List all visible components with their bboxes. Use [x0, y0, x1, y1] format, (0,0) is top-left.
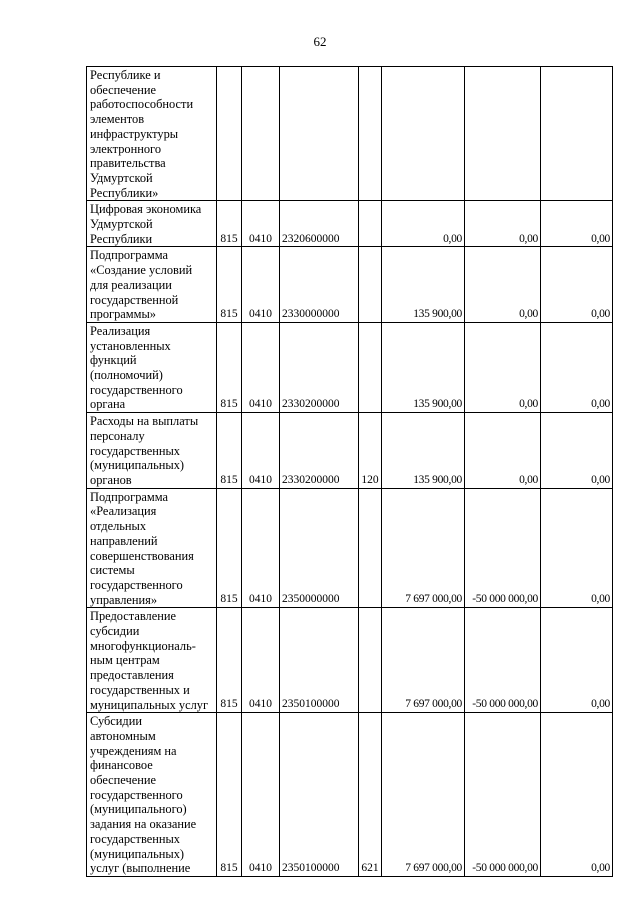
section-code-cell: 0410 — [242, 608, 280, 713]
budget-table — [86, 66, 613, 877]
grbs-code-cell: 815 — [217, 608, 242, 713]
amount-cell: 7 697 000,00 — [382, 488, 465, 608]
change-amount-cell: -50 000 000,00 — [465, 488, 541, 608]
table-row — [87, 201, 613, 247]
item-name-cell — [87, 201, 217, 247]
item-name-line: обеспечение — [90, 82, 156, 97]
item-name-line: системы — [90, 563, 135, 578]
expense-type-cell: 120 — [359, 413, 382, 489]
item-name-line: субсидии — [90, 624, 140, 639]
item-name-line: задания на оказание — [90, 817, 197, 832]
grbs-code-cell: 815 — [217, 201, 242, 247]
item-name-line: Цифровая экономика — [90, 202, 202, 217]
section-code-cell: 0410 — [242, 247, 280, 323]
item-name-cell — [87, 713, 217, 877]
item-name-line: установленных — [90, 338, 171, 353]
total-amount-cell: 0,00 — [541, 713, 613, 877]
amount-cell: 7 697 000,00 — [382, 608, 465, 713]
item-name-line: Подпрограмма — [90, 489, 168, 504]
expense-type-cell: 621 — [359, 713, 382, 877]
grbs-code-cell: 815 — [217, 413, 242, 489]
table-row — [87, 608, 613, 713]
section-code-cell: 0410 — [242, 322, 280, 412]
item-name-line: инфраструктуры — [90, 126, 179, 141]
section-code-cell: 0410 — [242, 713, 280, 877]
section-code-cell: 0410 — [242, 201, 280, 247]
target-article-cell: 2320600000 — [280, 201, 359, 247]
table-row — [87, 322, 613, 412]
change-amount-cell: 0,00 — [465, 201, 541, 247]
expense-type-cell — [359, 322, 382, 412]
item-name-cell — [87, 608, 217, 713]
item-name-line: Республики — [90, 231, 153, 246]
item-name-line: (муниципального) — [90, 802, 187, 817]
item-name-cell — [87, 413, 217, 489]
item-name-line: ным центрам — [90, 653, 160, 668]
table-row — [87, 67, 613, 201]
item-name-line: для реализации — [90, 277, 172, 292]
item-name-line: финансовое — [90, 758, 153, 773]
item-name-line: «Создание условий — [90, 263, 193, 278]
item-name-line: органа — [90, 397, 126, 412]
amount-cell: 135 900,00 — [382, 247, 465, 323]
expense-type-cell — [359, 247, 382, 323]
item-name-line: муниципальных услуг — [90, 697, 209, 712]
expense-type-cell — [359, 201, 382, 247]
item-name-line: автономным — [90, 728, 156, 743]
grbs-code-cell: 815 — [217, 488, 242, 608]
total-amount-cell: 0,00 — [541, 413, 613, 489]
item-name-line: правительства — [90, 156, 166, 171]
total-amount-cell: 0,00 — [541, 201, 613, 247]
change-amount-cell: 0,00 — [465, 413, 541, 489]
item-name-cell — [87, 488, 217, 608]
total-amount-cell: 0,00 — [541, 608, 613, 713]
item-name-line: Республике и — [90, 68, 161, 82]
grbs-code-cell: 815 — [217, 247, 242, 323]
target-article-cell: 2330200000 — [280, 322, 359, 412]
item-name-line: Удмуртской — [90, 170, 153, 185]
section-code-cell — [242, 67, 280, 201]
total-amount-cell: 0,00 — [541, 247, 613, 323]
amount-cell — [382, 67, 465, 201]
amount-cell: 135 900,00 — [382, 322, 465, 412]
grbs-code-cell: 815 — [217, 713, 242, 877]
item-name-line: государственного — [90, 382, 183, 397]
target-article-cell: 2330000000 — [280, 247, 359, 323]
grbs-code-cell: 815 — [217, 322, 242, 412]
item-name-line: отдельных — [90, 519, 147, 534]
amount-cell: 135 900,00 — [382, 413, 465, 489]
total-amount-cell: 0,00 — [541, 488, 613, 608]
expense-type-cell — [359, 608, 382, 713]
item-name-line: (муниципальных) — [90, 458, 185, 473]
item-name-line: электронного — [90, 141, 162, 156]
item-name-cell — [87, 247, 217, 323]
change-amount-cell: 0,00 — [465, 322, 541, 412]
item-name-line: государственных — [90, 443, 181, 458]
item-name-line: многофункциональ- — [90, 638, 196, 653]
change-amount-cell: -50 000 000,00 — [465, 608, 541, 713]
item-name-line: органов — [90, 472, 132, 487]
item-name-line: программы» — [90, 307, 157, 322]
target-article-cell: 2350100000 — [280, 713, 359, 877]
item-name-cell — [87, 322, 217, 412]
item-name-line: Удмуртской — [90, 217, 153, 232]
item-name-line: Предоставление — [90, 609, 176, 624]
table-row — [87, 488, 613, 608]
item-name-cell — [87, 67, 217, 201]
table-row — [87, 413, 613, 489]
change-amount-cell: -50 000 000,00 — [465, 713, 541, 877]
target-article-cell: 2330200000 — [280, 413, 359, 489]
item-name-line: государственной — [90, 292, 179, 307]
item-name-line: (муниципальных) — [90, 846, 185, 861]
amount-cell: 7 697 000,00 — [382, 713, 465, 877]
change-amount-cell — [465, 67, 541, 201]
item-name-line: управления» — [90, 592, 158, 607]
target-article-cell — [280, 67, 359, 201]
table-row — [87, 247, 613, 323]
item-name-line: Республики» — [90, 185, 159, 200]
item-name-line: учреждениям на — [90, 743, 177, 758]
item-name-line: государственных и — [90, 682, 190, 697]
item-name-line: услуг (выполнение — [90, 861, 191, 876]
expense-type-cell — [359, 67, 382, 201]
grbs-code-cell — [217, 67, 242, 201]
item-name-line: совершенствования — [90, 548, 194, 563]
item-name-line: персоналу — [90, 428, 145, 443]
target-article-cell: 2350100000 — [280, 608, 359, 713]
change-amount-cell: 0,00 — [465, 247, 541, 323]
item-name-line: государственных — [90, 831, 181, 846]
item-name-line: государственного — [90, 787, 183, 802]
item-name-line: функций — [90, 353, 137, 368]
total-amount-cell: 0,00 — [541, 322, 613, 412]
section-code-cell: 0410 — [242, 413, 280, 489]
item-name-line: работоспособности — [90, 97, 194, 112]
item-name-line: направлений — [90, 533, 158, 548]
amount-cell: 0,00 — [382, 201, 465, 247]
item-name-line: обеспечение — [90, 773, 156, 788]
item-name-line: «Реализация — [90, 504, 157, 519]
section-code-cell: 0410 — [242, 488, 280, 608]
target-article-cell: 2350000000 — [280, 488, 359, 608]
item-name-line: Подпрограмма — [90, 248, 168, 263]
table-row — [87, 713, 613, 877]
item-name-line: Расходы на выплаты — [90, 414, 199, 429]
item-name-line: государственного — [90, 577, 183, 592]
page-number: 62 — [313, 34, 327, 49]
item-name-line: предоставления — [90, 668, 174, 683]
expense-type-cell — [359, 488, 382, 608]
item-name-line: (полномочий) — [90, 368, 163, 383]
item-name-line: Реализация — [90, 323, 151, 338]
item-name-line: элементов — [90, 112, 145, 127]
total-amount-cell — [541, 67, 613, 201]
item-name-line: Субсидии — [90, 714, 142, 729]
